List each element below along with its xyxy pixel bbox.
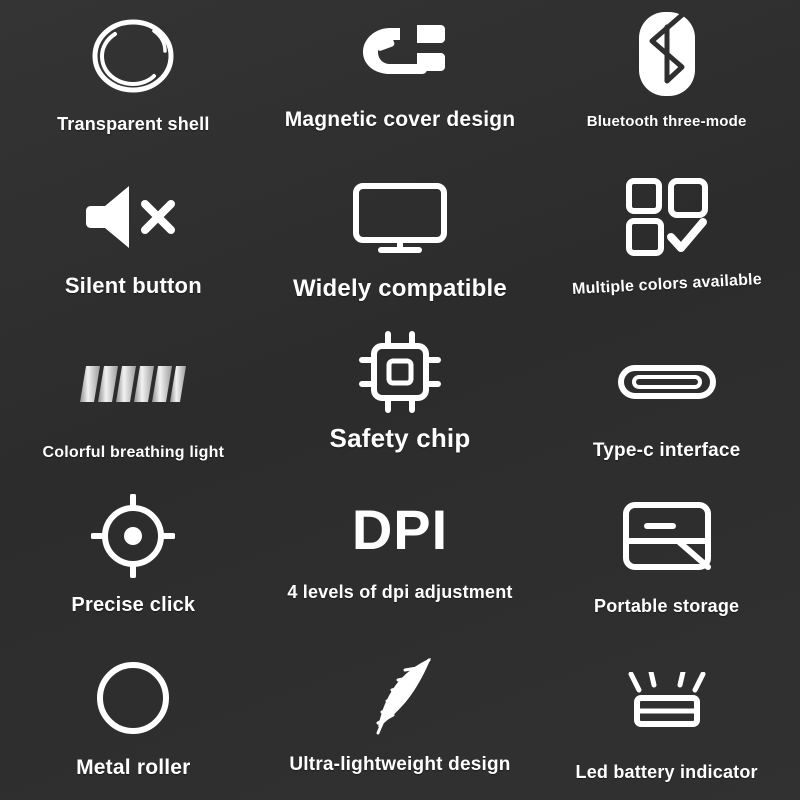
transparent-shell-icon bbox=[84, 0, 182, 104]
bluetooth-icon bbox=[638, 0, 696, 102]
chip-icon bbox=[356, 320, 444, 418]
magnet-icon bbox=[355, 0, 445, 102]
feature-cell-dpi-adjustment bbox=[267, 480, 534, 640]
feature-cell-magnetic-cover bbox=[267, 0, 534, 160]
feature-cell-portable-storage bbox=[533, 480, 800, 640]
feature-label: Widely compatible bbox=[293, 275, 507, 302]
feature-label: Metal roller bbox=[76, 756, 191, 779]
feature-cell-widely-compatible bbox=[267, 160, 534, 320]
feature-cell-led-indicator bbox=[533, 640, 800, 800]
feature-label: Multiple colors available bbox=[571, 271, 762, 298]
feature-cell-type-c bbox=[533, 320, 800, 480]
feature-label: Precise click bbox=[71, 594, 196, 616]
monitor-icon bbox=[351, 160, 449, 266]
storage-pouch-icon bbox=[621, 480, 713, 582]
feature-label: Ultra-lightweight design bbox=[289, 754, 511, 775]
usb-c-port-icon bbox=[617, 320, 717, 428]
feature-cell-multiple-colors bbox=[533, 160, 800, 320]
dpi-text-icon bbox=[352, 480, 448, 576]
circle-roller-icon bbox=[93, 640, 173, 744]
dpi-text-label: DPI bbox=[351, 498, 449, 561]
feature-cell-precise-click bbox=[0, 480, 267, 640]
feature-cell-metal-roller bbox=[0, 640, 267, 800]
feather-icon bbox=[357, 640, 443, 742]
feature-label: Type-c interface bbox=[592, 440, 741, 461]
mute-speaker-icon bbox=[85, 160, 181, 264]
feature-label: Colorful breathing light bbox=[42, 444, 225, 461]
feature-label: 4 levels of dpi adjustment bbox=[287, 582, 513, 602]
crosshair-target-icon bbox=[91, 480, 175, 582]
feature-cell-breathing-light bbox=[0, 320, 267, 480]
light-bars-icon bbox=[78, 320, 188, 430]
feature-label: Bluetooth three-mode bbox=[586, 113, 747, 130]
feature-cell-ultra-lightweight bbox=[267, 640, 534, 800]
feature-label: Transparent shell bbox=[57, 114, 210, 134]
feature-cell-safety-chip bbox=[267, 320, 534, 480]
color-swatches-check-icon bbox=[625, 160, 709, 264]
feature-cell-silent-button bbox=[0, 160, 267, 320]
feature-label: Portable storage bbox=[594, 596, 740, 616]
feature-label: Silent button bbox=[64, 273, 202, 298]
feature-label: Magnetic cover design bbox=[284, 108, 516, 131]
feature-label: Safety chip bbox=[329, 423, 471, 453]
feature-cell-transparent-shell bbox=[0, 0, 267, 160]
led-indicator-icon bbox=[619, 640, 715, 748]
feature-cell-bluetooth bbox=[533, 0, 800, 160]
feature-label: Led battery indicator bbox=[575, 762, 758, 782]
